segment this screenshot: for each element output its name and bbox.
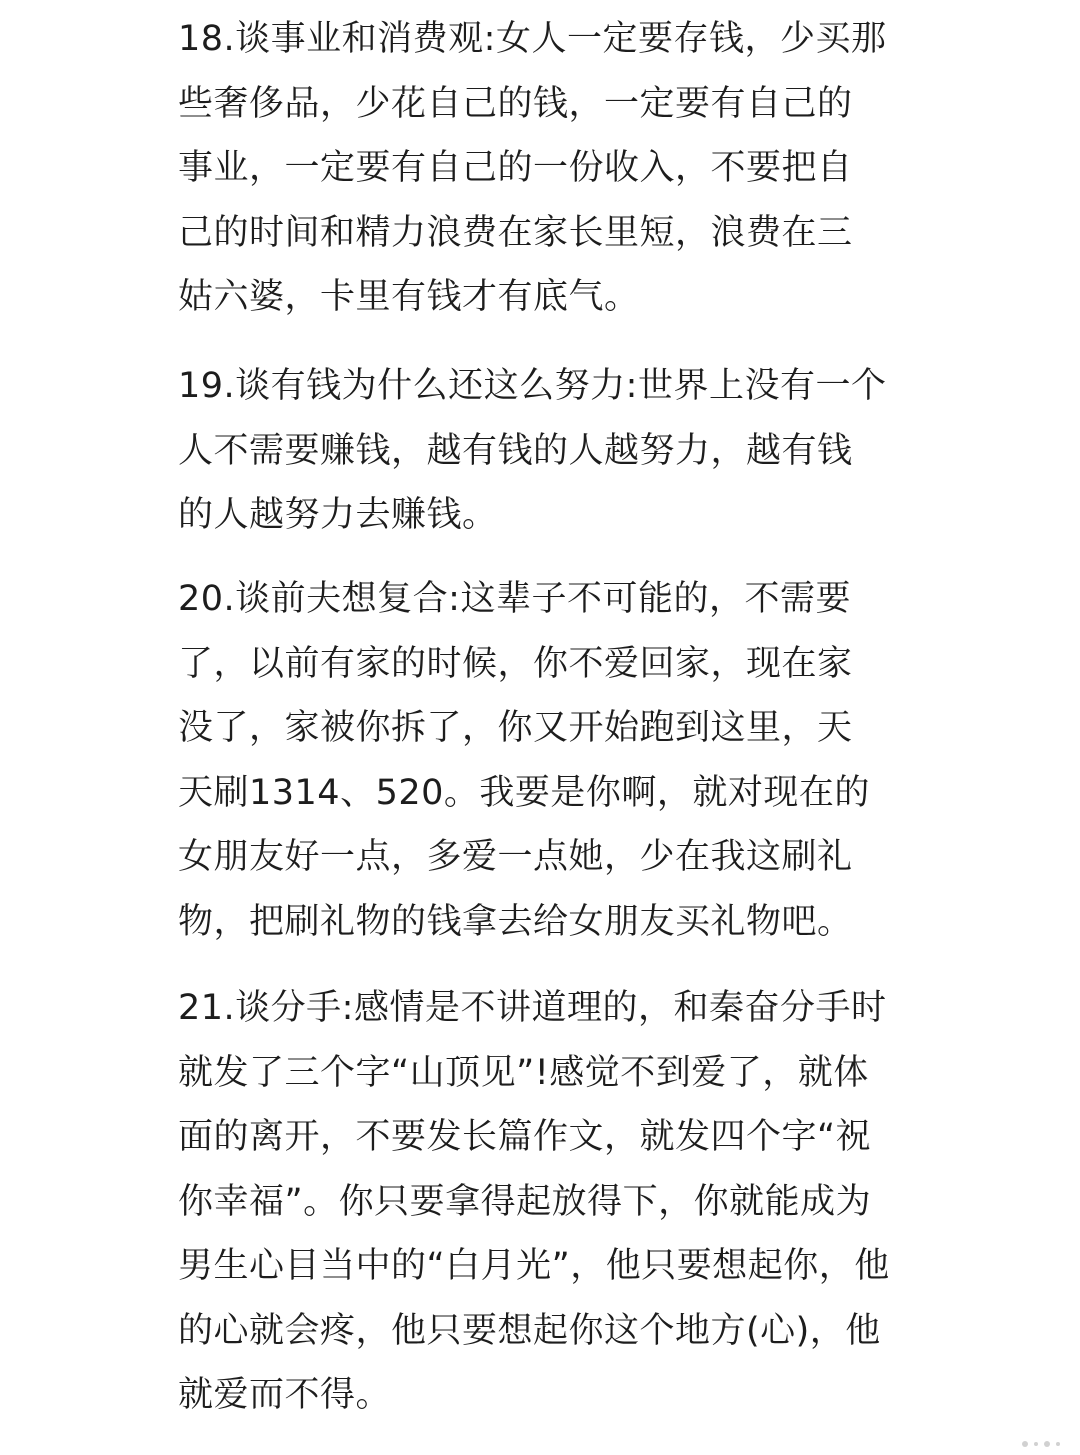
- watermark-dot-icon: [1056, 1442, 1060, 1446]
- paragraph-line: 你幸福”。你只要拿得起放得下，你就能成为: [178, 1181, 872, 1222]
- paragraph-line: 19.谈有钱为什么还这么努力:世界上没有一个: [178, 366, 887, 406]
- watermark: [1022, 1441, 1060, 1447]
- paragraph-19: [178, 354, 918, 548]
- watermark-dot-icon: [1022, 1441, 1028, 1447]
- paragraph-line: 己的时间和精力浪费在家长里短，浪费在三: [178, 212, 853, 253]
- paragraph-20: [178, 567, 918, 954]
- paragraph-line: 物，把刷礼物的钱拿去给女朋友买礼物吧。: [178, 901, 853, 942]
- paragraph-line: 了，以前有家的时候，你不爱回家，现在家: [178, 643, 853, 684]
- watermark-dot-icon: [1034, 1442, 1038, 1446]
- watermark-dot-icon: [1044, 1441, 1050, 1447]
- paragraph-line: 面的离开，不要发长篇作文，就发四个字“祝: [178, 1117, 872, 1157]
- paragraph-line: 事业，一定要有自己的一份收入，不要把自: [178, 148, 853, 188]
- paragraph-line: 就发了三个字“山顶见”!感觉不到爱了，就体: [178, 1052, 869, 1093]
- paragraph-line: 人不需要赚钱，越有钱的人越努力，越有钱: [178, 430, 853, 471]
- paragraph-line: 的人越努力去赚钱。: [178, 495, 498, 535]
- paragraph-line: 天刷1314、520。我要是你啊，就对现在的: [178, 772, 870, 813]
- paragraph-18: [178, 7, 918, 330]
- paragraph-line: 的心就会疼，他只要想起你这个地方(心)，他: [178, 1310, 881, 1351]
- paragraph-line: 姑六婆，卡里有钱才有底气。: [178, 277, 640, 317]
- paragraph-line: 就爱而不得。: [178, 1375, 392, 1415]
- paragraph-21: [178, 976, 918, 1428]
- paragraph-line: 些奢侈品，少花自己的钱，一定要有自己的: [178, 83, 853, 124]
- paragraph-line: 18.谈事业和消费观:女人一定要存钱，少买那: [178, 19, 887, 59]
- paragraph-line: 20.谈前夫想复合:这辈子不可能的，不需要: [178, 579, 851, 619]
- paragraph-line: 女朋友好一点，多爱一点她，少在我这刷礼: [178, 837, 853, 877]
- paragraph-line: 男生心目当中的“白月光”，他只要想起你，他: [178, 1246, 890, 1286]
- paragraph-line: 21.谈分手:感情是不讲道理的，和秦奋分手时: [178, 988, 887, 1028]
- paragraph-line: 没了，家被你拆了，你又开始跑到这里，天: [178, 708, 853, 748]
